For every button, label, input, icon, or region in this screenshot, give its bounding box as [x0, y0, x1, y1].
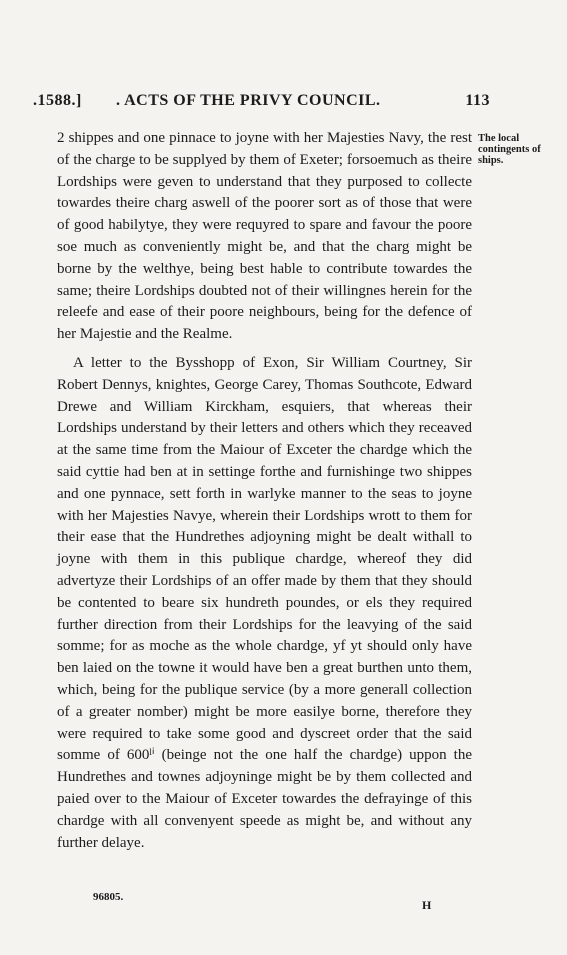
signature-mark: H: [422, 898, 432, 912]
print-number: 96805.: [93, 891, 124, 903]
header-title: . ACTS OF THE PRIVY COUNCIL.: [116, 92, 381, 109]
paragraph-2: A letter to the Bysshopp of Exon, Sir William Courtney, Sir Robert Dennys, knightes, George Carey, Thomas Southcote, Edward Drewe and William Kirckham, esquiers, that whereas their Lordships understand by their letters and others which they receaved at the same time from the Maiour of Exceter the chardge which the said cyttie had ben at in settinge forthe and furnishinge two shippes and one pynnace, sett forth in warlyke manner to the seas to joyne with her Majesties Navye, wherein their Lordships wrott to them for their ease that the Hundrethes adjoyning might be dealt withall to joyne with them in this publique chardge, whereof they did advertyze their Lordships of an offer made by them that they should be contented to beare six hundreth poundes, or els they required further direction from their Lordships for the leavying of the said somme; for as moche as the whole chardge, yf yt should only have ben laied on the towne it would have ben a great burthen unto them, which, being for the publique service (by a more generall collection of a greater nomber) might be more easilye borne, therefore they were required to take some good and dyscreet order that the said somme of 600ˡⁱ (beinge not the one half the chardge) uppon the Hundrethes and townes adjoyninge might be by them collected and paied over to the Maiour of Exceter towardes the defrayinge of this chardge with all convenyent speede as might be, and without any further delaye.: [57, 354, 472, 851]
body-text: [57, 128, 472, 854]
header-year: .1588.]: [33, 92, 82, 109]
margin-note: The local contingents of ships.: [478, 133, 541, 166]
paragraph-1: 2 shippes and one pinnace to joyne with her Majesties Navy, the rest of the charge to be supplyed by them of Exeter; forsoemuch as theire Lordships were geven to understand that they purposed to collecte towardes theire charg aswell of the poorer sort as of those that were of good habilytye, they were requyred to spare and favour the poore soe much as conveniently might be, and that the charg might be borne by the welthye, being best hable to contribute towardes the same; theire Lordships doubted not of their willingnes herein for the releefe and ease of their poore neighbours, being for the defence of her Majestie and the Realme.: [57, 130, 472, 343]
page-number: 113: [465, 92, 490, 109]
